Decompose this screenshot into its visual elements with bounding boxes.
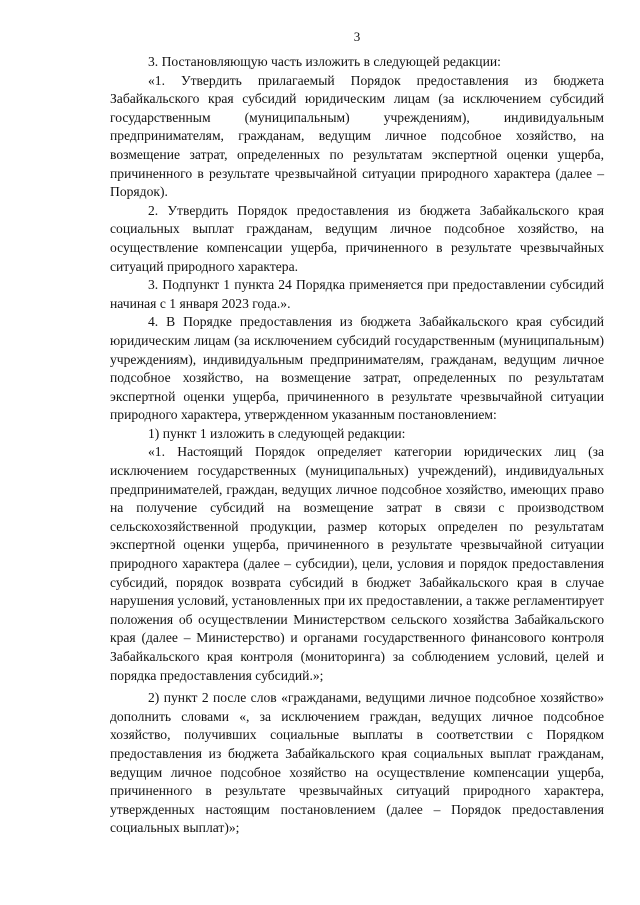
- paragraph-section-3: 3. Постановляющую часть изложить в следующей редакции:: [148, 54, 501, 69]
- paragraph-item-1-approve-order: «1. Утвердить прилагаемый Порядок предоставления из бюджета Забайкальского края субсидий юридическим лицам (за исключением субсидий государственным (муниципальным) учреждениям), индивидуальным предпринимателям, гражданам, ведущим личное подсобное хозяйство, на возмещение затрат, определенных по результатам экспертной оценки ущерба, причиненного в результате чрезвычайной ситуации природного характера (далее – Порядок).: [110, 72, 604, 200]
- paragraph-item-2-approve-social-payments: 2. Утвердить Порядок предоставления из бюджета Забайкальского края социальных выплат гражданам, ведущим личное подсобное хозяйство, на осуществление компенсации ущерба, причиненного в результате чрезвычайных ситуаций природного характера.: [110, 202, 604, 274]
- paragraph-new-clause-1: «1. Настоящий Порядок определяет категории юридических лиц (за исключением государственных (муниципальных) учреждений), индивидуальных предпринимателей, граждан, ведущих личное подсобное хозяйство, имеющих право на получение субсидий на возмещение затрат в связи с производством сельскохозяйственной продукции, размер которых определен по результатам экспертной оценки ущерба, причиненного в результате чрезвычайной ситуации природного характера (далее – субсидии), цели, условия и порядок предоставления субсидий, порядок возврата субсидий в бюджет Забайкальского края в случае нарушения условий, установленных при их предоставлении, а также регламентирует положения об осуществлении Министерством сельского хозяйства Забайкальского края (далее – Министерство) и органами государственного финансового контроля Забайкальского края контроля (мониторинга) за соблюдением условий, целей и порядка предоставления субсидий.»;: [110, 444, 604, 683]
- document-page: [110, 28, 604, 838]
- paragraph-item-3-subclause: 3. Подпункт 1 пункта 24 Порядка применяется при предоставлении субсидий начиная с 1 января 2023 года.».: [110, 277, 604, 311]
- page-number: 3: [353, 29, 361, 44]
- paragraph-section-4: 4. В Порядке предоставления из бюджета Забайкальского края субсидий юридическим лицам (за исключением субсидий государственным (муниципальным) учреждениям), индивидуальным предпринимателям, гражданам, ведущим личное подсобное хозяйство, на возмещение затрат, определенных по результатам экспертной оценки ущерба, причиненного в результате чрезвычайной ситуации природного характера, утвержденном указанным постановлением:: [110, 314, 604, 423]
- paragraph-subitem-2: 2) пункт 2 после слов «гражданами, ведущими личное подсобное хозяйство» дополнить словами «, за исключением граждан, ведущих личное подсобное хозяйство, получивших социальные выплаты в соответствии с Порядком предоставления из бюджета Забайкальского края социальных выплат гражданам, ведущим личное подсобное хозяйство на осуществление компенсации ущерба, причиненного в результате чрезвычайных ситуаций природного характера, утвержденных настоящим постановлением (далее – Порядок предоставления социальных выплат)»;: [110, 690, 604, 836]
- paragraph-subitem-1: 1) пункт 1 изложить в следующей редакции:: [148, 425, 406, 441]
